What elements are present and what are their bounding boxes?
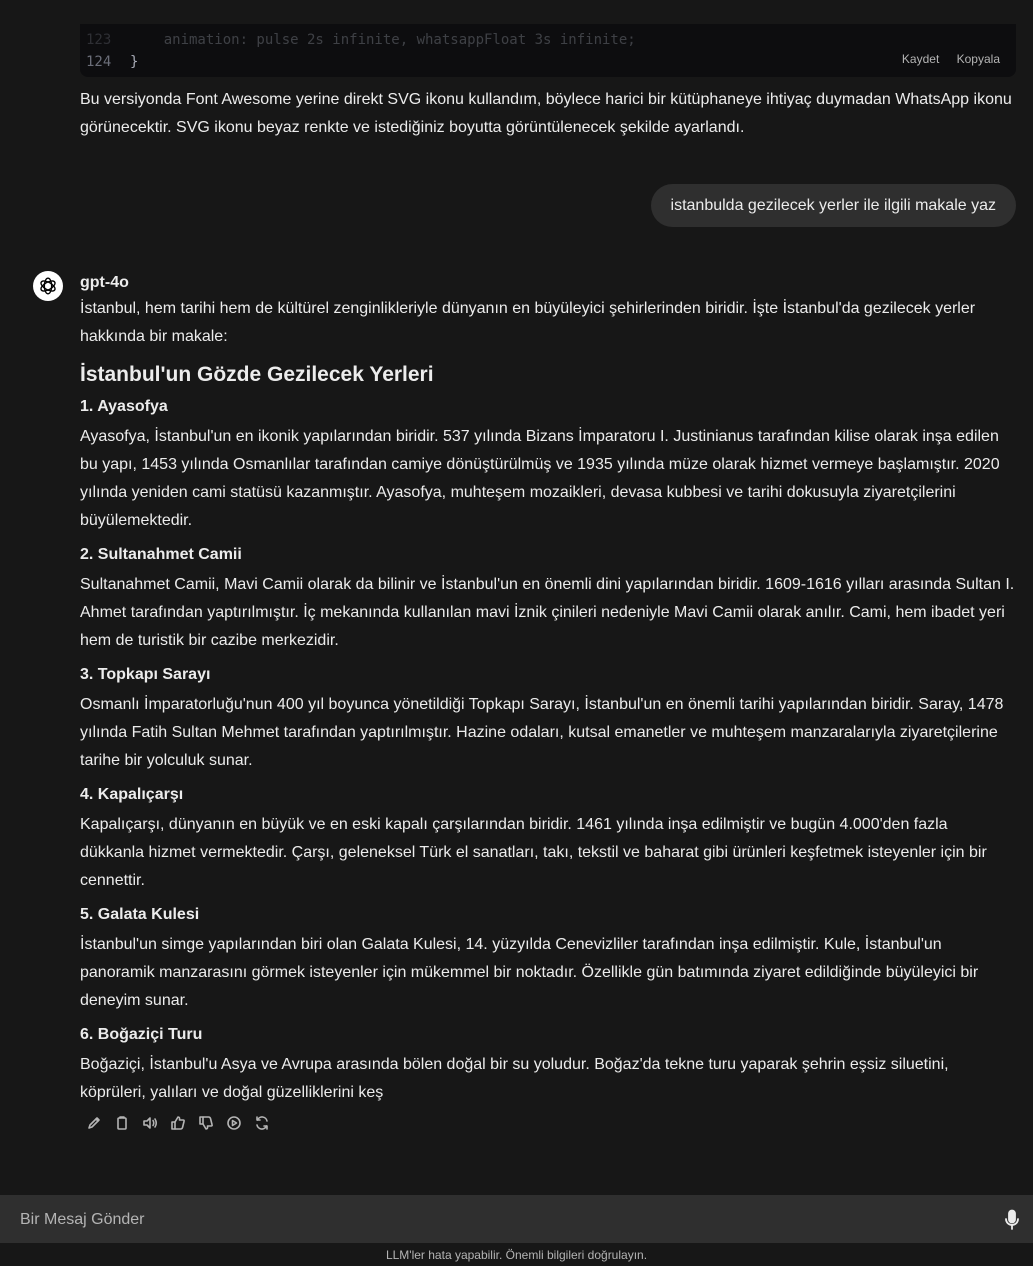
code-text: } [130, 54, 139, 70]
code-line-last [86, 52, 138, 72]
line-number: 124 [86, 54, 112, 70]
message-composer [0, 1195, 1033, 1243]
section-title: 4. Kapalıçarşı [80, 786, 184, 803]
openai-logo-icon [37, 275, 59, 297]
section-title: 1. Ayasofya [80, 398, 168, 415]
code-text: animation: pulse 2s infinite, whatsappFloat 3s infinite; [130, 32, 636, 48]
message-actions [84, 1113, 272, 1133]
speaker-icon[interactable] [140, 1113, 160, 1133]
section-body: Sultanahmet Camii, Mavi Camii olarak da bilinir ve İstanbul'un en önemli dini yapılarından biridir. 1609-1616 yılları arasında Sultan I. Ahmet tarafından yaptırılmıştır. İç mekanında kullanılan mavi İznik çinileri nedeniyle Mavi Camii olarak anılır. Cami, hem ibadet yeri hem de turistik bir cazibe merkezidir. [80, 576, 1015, 649]
section-body: Boğaziçi, İstanbul'u Asya ve Avrupa arasında bölen doğal bir su yoludur. Boğaz'da tekne turu yaparak şehrin eşsiz siluetini, köprüleri, yalıları ve doğal güzelliklerini keş [80, 1056, 949, 1101]
assistant-intro: İstanbul, hem tarihi hem de kültürel zenginlikleriyle dünyanın en büyüleyici şehirlerinden biridir. İşte İstanbul'da gezilecek yerler hakkında bir makale: [80, 300, 976, 345]
regenerate-icon[interactable] [252, 1113, 272, 1133]
section-body: Ayasofya, İstanbul'un en ikonik yapılarından biridir. 537 yılında Bizans İmparatoru I. Justinianus tarafından kilise olarak inşa edilen bu yapı, 1453 yılında Osmanlılar tarafından camiye dönüştürülmüş ve 1935 yılında müze olarak hizmet vermeye başlamıştır. 2020 yılında yeniden cami statüsü kazanmıştır. Ayasofya, muhteşem mozaikleri, devasa kubbesi ve tarihi dokusuyla ziyaretçilerini büyülemektedir. [80, 428, 1000, 529]
copy-code-button[interactable]: Kopyala [956, 52, 1000, 66]
microphone-icon[interactable] [1003, 1209, 1021, 1231]
section-body: Kapalıçarşı, dünyanın en büyük ve en eski kapalı çarşılarından biridir. 1461 yılında inşa edilmiştir ve bugün 4.000'den fazla dükkanla hizmet vermektedir. Çarşı, geleneksel Türk el sanatları, takı, tekstil ve baharat gibi ürünleri keşfetmek isteyenler için bir cennettir. [80, 816, 987, 889]
previous-response-text: Bu versiyonda Font Awesome yerine direkt SVG ikonu kullandım, böylece harici bir kütüphaneye ihtiyaç duymadan WhatsApp ikonu görünecektir. SVG ikonu beyaz renkte ve istediğiniz boyutta görüntülenecek şekilde ayarlandı. [80, 91, 1012, 136]
message-input[interactable] [18, 1195, 982, 1245]
code-block [80, 24, 1016, 77]
copy-icon[interactable] [112, 1113, 132, 1133]
section-title: 3. Topkapı Sarayı [80, 666, 211, 683]
code-line-faded [86, 30, 636, 50]
user-message-bubble: istanbulda gezilecek yerler ile ilgili makale yaz [651, 184, 1016, 227]
edit-icon[interactable] [84, 1113, 104, 1133]
model-name: gpt-4o [80, 274, 129, 291]
thumbs-down-icon[interactable] [196, 1113, 216, 1133]
section-title: 6. Boğaziçi Turu [80, 1026, 203, 1043]
assistant-avatar [33, 271, 63, 301]
line-number: 123 [86, 32, 112, 48]
section-body: Osmanlı İmparatorluğu'nun 400 yıl boyunca yönetildiği Topkapı Sarayı, İstanbul'un en önemli tarihi yapılarından biridir. Saray, 1478 yılında Fatih Sultan Mehmet tarafından yaptırılmıştır. Hazine odaları, kutsal emanetler ve muhteşem manzaralarıyla ziyaretçilerine tarihe bir yolculuk sunar. [80, 696, 1004, 769]
save-code-button[interactable]: Kaydet [901, 52, 940, 66]
article-heading: İstanbul'un Gözde Gezilecek Yerleri [80, 363, 434, 386]
thumbs-up-icon[interactable] [168, 1113, 188, 1133]
disclaimer-text: LLM'ler hata yapabilir. Önemli bilgileri doğrulayın. [385, 1248, 648, 1262]
section-title: 2. Sultanahmet Camii [80, 546, 242, 563]
section-body: İstanbul'un simge yapılarından biri olan Galata Kulesi, 14. yüzyılda Cenevizliler tarafından inşa edilmiştir. Kule, İstanbul'un panoramik manzarasını görmek isteyenler için mükemmel bir noktadır. Özellikle gün batımında ziyaret edildiğinde büyüleyici bir deneyim sunar. [80, 936, 979, 1009]
code-actions [888, 52, 1000, 66]
section-title: 5. Galata Kulesi [80, 906, 200, 923]
play-icon[interactable] [224, 1113, 244, 1133]
